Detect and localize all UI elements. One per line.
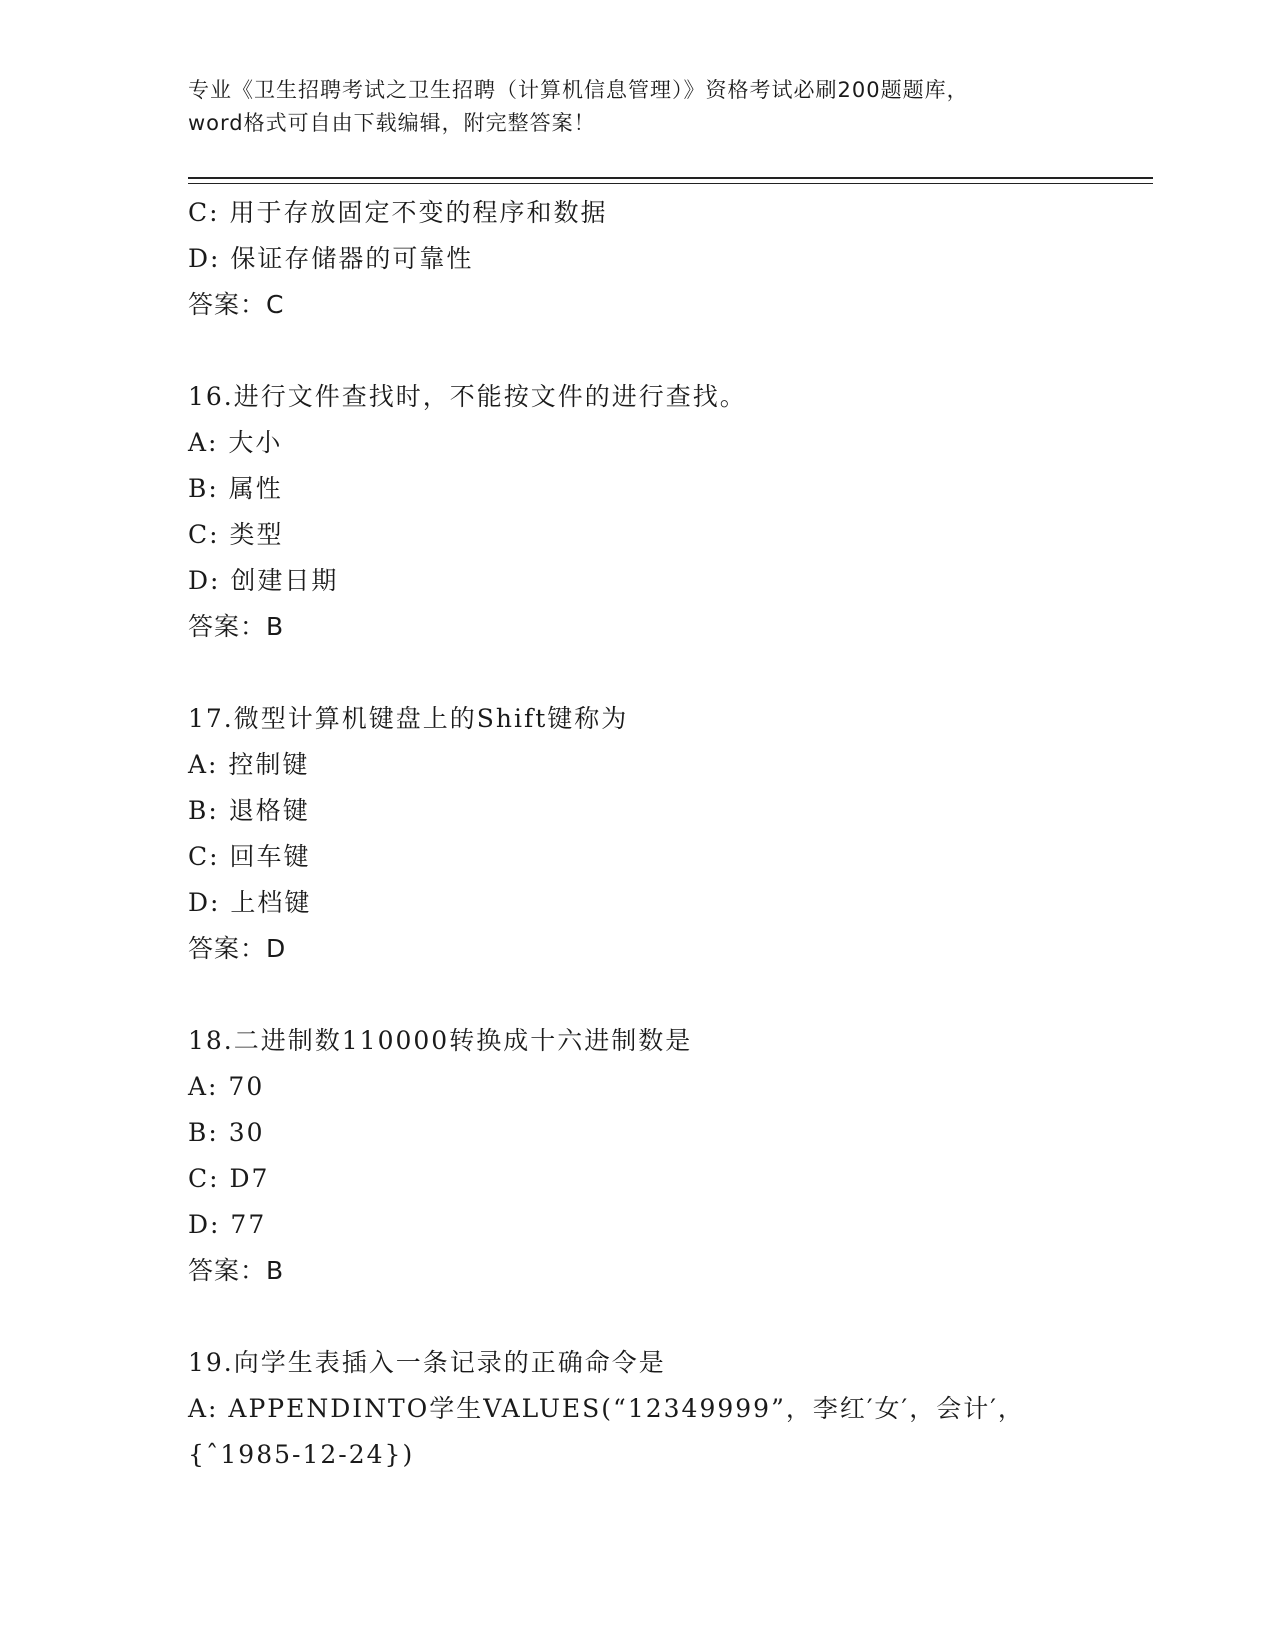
question-list [188,190,1148,1478]
option-b: B: 退格键 [188,796,310,825]
question-stem: 18.二进制数110000转换成十六进制数是 [188,1026,693,1055]
spacer [188,972,1148,1018]
spacer [188,328,1148,374]
option-a: A: 控制键 [188,750,310,779]
option-c: C: 类型 [188,520,284,549]
header-rule-thin [188,183,1153,184]
option-d: D: 77 [188,1210,267,1239]
spacer [188,1294,1148,1340]
answer: 答案：D [188,934,287,963]
option-d: D: 创建日期 [188,566,339,595]
option-c: C: 用于存放固定不变的程序和数据 [188,198,608,227]
option-a: A: 大小 [188,428,283,457]
answer: 答案：B [188,612,285,641]
option-c: C: 回车键 [188,842,311,871]
answer: 答案：C [188,290,285,319]
option-b: B: 属性 [188,474,283,503]
spacer [188,650,1148,696]
header-rule-thick [188,177,1153,179]
header-line-2: word格式可自由下载编辑，附完整答案！ [188,111,596,135]
question-stem: 19.向学生表插入一条记录的正确命令是 [188,1348,666,1377]
question-stem: 17.微型计算机键盘上的Shift键称为 [188,704,629,733]
document-header [188,74,1068,140]
option-d: D: 上档键 [188,888,312,917]
option-a: A: 70 [188,1072,265,1101]
answer: 答案：B [188,1256,285,1285]
option-d: D: 保证存储器的可靠性 [188,244,474,273]
option-a: A: APPENDINTO学生VALUES(“12349999”，李红′女′，会计′， [188,1394,1025,1423]
question-stem: 16.进行文件查找时，不能按文件的进行查找。 [188,382,747,411]
option-a-continued: {ˆ1985-12-24}) [188,1440,415,1469]
option-b: B: 30 [188,1118,265,1147]
header-line-1: 专业《卫生招聘考试之卫生招聘（计算机信息管理）》资格考试必刷200题题库， [188,78,969,102]
option-c: C: D7 [188,1164,270,1193]
